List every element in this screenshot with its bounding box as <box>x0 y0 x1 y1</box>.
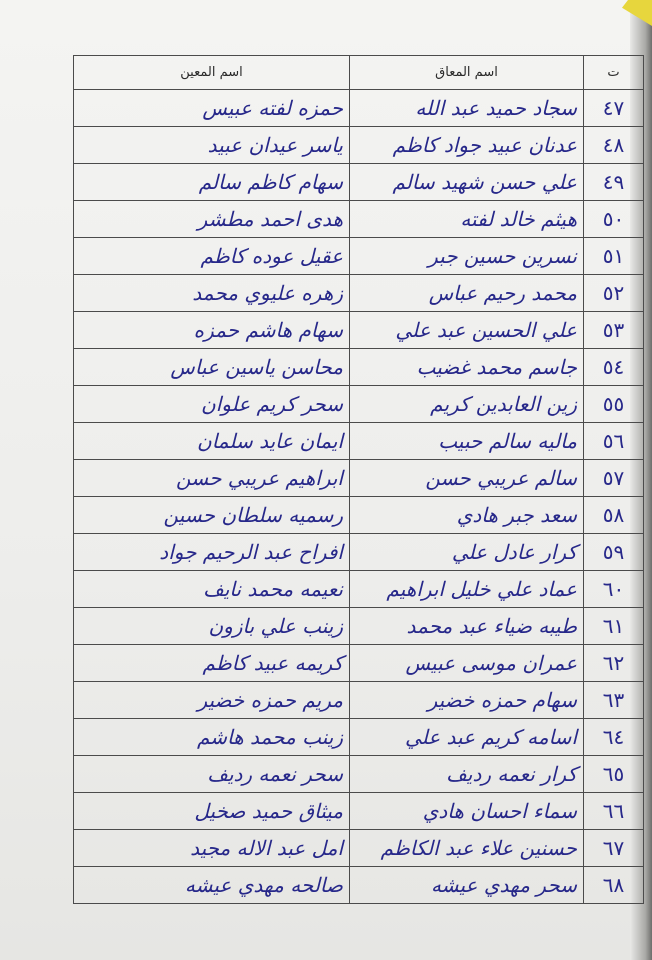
helper-name-cell: ميثاق حميد صخيل <box>74 793 350 830</box>
serial-number-cell: ٦٥ <box>584 756 644 793</box>
serial-number-cell: ٥١ <box>584 238 644 275</box>
table-row <box>74 201 644 238</box>
disabled-name-cell: جاسم محمد غضيب <box>350 349 584 386</box>
serial-number-cell: ٥٧ <box>584 460 644 497</box>
table-row <box>74 460 644 497</box>
helper-name-cell: سحر كريم علوان <box>74 386 350 423</box>
serial-number-cell: ٥٣ <box>584 312 644 349</box>
disabled-name-cell: ماليه سالم حبيب <box>350 423 584 460</box>
helper-name-cell: ابراهيم عريبي حسن <box>74 460 350 497</box>
table-row <box>74 423 644 460</box>
table-header-row <box>74 56 644 90</box>
helper-name-cell: صالحه مهدي عيشه <box>74 867 350 904</box>
disabled-name-cell: علي حسن شهيد سالم <box>350 164 584 201</box>
roster-table <box>73 55 644 904</box>
header-disabled-name: اسم المعاق <box>350 56 584 90</box>
serial-number-cell: ٥٠ <box>584 201 644 238</box>
table-row <box>74 534 644 571</box>
disabled-name-cell: سعد جبر هادي <box>350 497 584 534</box>
serial-number-cell: ٥٦ <box>584 423 644 460</box>
serial-number-cell: ٤٩ <box>584 164 644 201</box>
table-row <box>74 164 644 201</box>
disabled-name-cell: زين العابدين كريم <box>350 386 584 423</box>
helper-name-cell: نعيمه محمد نايف <box>74 571 350 608</box>
helper-name-cell: محاسن ياسين عباس <box>74 349 350 386</box>
serial-number-cell: ٦٣ <box>584 682 644 719</box>
helper-name-cell: كريمه عبيد كاظم <box>74 645 350 682</box>
header-serial-number: ت <box>584 56 644 90</box>
table-row <box>74 756 644 793</box>
serial-number-cell: ٥٤ <box>584 349 644 386</box>
table-row <box>74 682 644 719</box>
helper-name-cell: زينب علي بازون <box>74 608 350 645</box>
table-row <box>74 238 644 275</box>
serial-number-cell: ٤٨ <box>584 127 644 164</box>
disabled-name-cell: سالم عريبي حسن <box>350 460 584 497</box>
disabled-name-cell: حسنين علاء عبد الكاظم <box>350 830 584 867</box>
helper-name-cell: حمزه لفته عبيس <box>74 90 350 127</box>
disabled-name-cell: سجاد حميد عبد الله <box>350 90 584 127</box>
disabled-name-cell: هيثم خالد لفته <box>350 201 584 238</box>
helper-name-cell: عقيل عوده كاظم <box>74 238 350 275</box>
helper-name-cell: رسميه سلطان حسين <box>74 497 350 534</box>
roster-body <box>74 90 644 904</box>
disabled-name-cell: نسرين حسين جبر <box>350 238 584 275</box>
table-row <box>74 497 644 534</box>
serial-number-cell: ٦٦ <box>584 793 644 830</box>
table-row <box>74 275 644 312</box>
serial-number-cell: ٥٢ <box>584 275 644 312</box>
disabled-name-cell: طيبه ضياء عبد محمد <box>350 608 584 645</box>
table-row <box>74 571 644 608</box>
helper-name-cell: زهره عليوي محمد <box>74 275 350 312</box>
helper-name-cell: سهام هاشم حمزه <box>74 312 350 349</box>
helper-name-cell: زينب محمد هاشم <box>74 719 350 756</box>
table-row <box>74 645 644 682</box>
table-row <box>74 127 644 164</box>
table-row <box>74 349 644 386</box>
serial-number-cell: ٦٨ <box>584 867 644 904</box>
table-row <box>74 867 644 904</box>
helper-name-cell: سحر نعمه رديف <box>74 756 350 793</box>
table-row <box>74 312 644 349</box>
table-row <box>74 386 644 423</box>
disabled-name-cell: سحر مهدي عيشه <box>350 867 584 904</box>
serial-number-cell: ٦٠ <box>584 571 644 608</box>
serial-number-cell: ٤٧ <box>584 90 644 127</box>
disabled-name-cell: عماد علي خليل ابراهيم <box>350 571 584 608</box>
table-row <box>74 719 644 756</box>
disabled-name-cell: سماء احسان هادي <box>350 793 584 830</box>
disabled-name-cell: محمد رحيم عباس <box>350 275 584 312</box>
disabled-name-cell: سهام حمزه خضير <box>350 682 584 719</box>
table-row <box>74 830 644 867</box>
helper-name-cell: امل عبد الاله مجيد <box>74 830 350 867</box>
serial-number-cell: ٥٥ <box>584 386 644 423</box>
helper-name-cell: هدى احمد مطشر <box>74 201 350 238</box>
serial-number-cell: ٦١ <box>584 608 644 645</box>
disabled-name-cell: اسامه كريم عبد علي <box>350 719 584 756</box>
disabled-name-cell: كرار نعمه رديف <box>350 756 584 793</box>
serial-number-cell: ٦٢ <box>584 645 644 682</box>
header-helper-name: اسم المعين <box>74 56 350 90</box>
table-row <box>74 793 644 830</box>
serial-number-cell: ٦٧ <box>584 830 644 867</box>
helper-name-cell: ياسر عيدان عبيد <box>74 127 350 164</box>
helper-name-cell: مريم حمزه خضير <box>74 682 350 719</box>
table-row <box>74 608 644 645</box>
serial-number-cell: ٦٤ <box>584 719 644 756</box>
disabled-name-cell: عمران موسى عبيس <box>350 645 584 682</box>
helper-name-cell: سهام كاظم سالم <box>74 164 350 201</box>
helper-name-cell: ايمان عايد سلمان <box>74 423 350 460</box>
disabled-name-cell: كرار عادل علي <box>350 534 584 571</box>
helper-name-cell: افراح عبد الرحيم جواد <box>74 534 350 571</box>
table-row <box>74 90 644 127</box>
disabled-name-cell: عدنان عبيد جواد كاظم <box>350 127 584 164</box>
serial-number-cell: ٥٨ <box>584 497 644 534</box>
disabled-name-cell: علي الحسين عبد علي <box>350 312 584 349</box>
serial-number-cell: ٥٩ <box>584 534 644 571</box>
